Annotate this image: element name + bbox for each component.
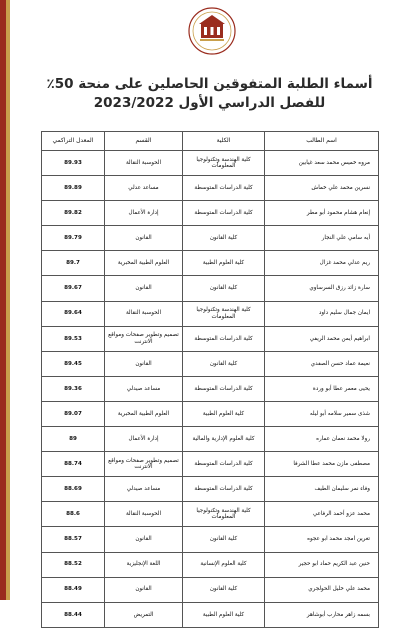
student-name: حنين عبد الكريم حماد ابو حجير	[265, 552, 379, 577]
table-row	[42, 201, 379, 226]
college: كلية القانون	[183, 577, 265, 602]
department: القانون	[105, 276, 183, 301]
gpa: 89.89	[42, 176, 105, 201]
table-row	[42, 351, 379, 376]
department: القانون	[105, 226, 183, 251]
gpa: 89.93	[42, 151, 105, 176]
college: كلية الدراسات المتوسطة	[183, 176, 265, 201]
college: كلية الدراسات المتوسطة	[183, 452, 265, 477]
table-row	[42, 301, 379, 326]
student-name: ريم عدلي محمد غزال	[265, 251, 379, 276]
table-row	[42, 376, 379, 401]
department: اللغة الإنجليزية	[105, 552, 183, 577]
gpa: 89.79	[42, 226, 105, 251]
college: كلية العلوم الطبية	[183, 602, 265, 627]
gpa: 89.36	[42, 376, 105, 401]
table-row	[42, 427, 379, 452]
gpa: 88.69	[42, 477, 105, 502]
gpa: 89.45	[42, 351, 105, 376]
college: كلية القانون	[183, 226, 265, 251]
college: كلية الدراسات المتوسطة	[183, 477, 265, 502]
table-row	[42, 226, 379, 251]
gpa: 89.67	[42, 276, 105, 301]
header-name: اسم الطالب	[265, 132, 379, 151]
table-row	[42, 151, 379, 176]
student-name: أيه سامي علي النجار	[265, 226, 379, 251]
student-name: مصطفى مازن محمد عطا الشرفا	[265, 452, 379, 477]
department: مساعد عدلي	[105, 176, 183, 201]
page-title-line-1: أسماء الطلبة المتفوقين الحاصلين على منحة 50٪	[46, 76, 373, 92]
table-row	[42, 527, 379, 552]
table-row	[42, 251, 379, 276]
gpa: 88.74	[42, 452, 105, 477]
student-name: رولا محمد نعمان عماره	[265, 427, 379, 452]
student-name: ايمان جمال سليم داود	[265, 301, 379, 326]
student-name: ابراهيم أيمن محمد الريفي	[265, 326, 379, 351]
header-college: الكلية	[183, 132, 265, 151]
college: كلية العلوم الإنسانية	[183, 552, 265, 577]
gpa: 88.49	[42, 577, 105, 602]
student-name: وفاء نمر سليمان الطيف	[265, 477, 379, 502]
college: كلية العلوم الإدارية والمالية	[183, 427, 265, 452]
department: إدارة الأعمال	[105, 201, 183, 226]
student-name: نسرين محمد علي خماش	[265, 176, 379, 201]
gpa: 89.64	[42, 301, 105, 326]
department: إدارة الأعمال	[105, 427, 183, 452]
student-name: محمد علي خليل الحولجري	[265, 577, 379, 602]
gpa: 88.44	[42, 602, 105, 627]
table-row	[42, 401, 379, 426]
table-row	[42, 326, 379, 351]
student-name: يحيى معمر عطا أبو وردة	[265, 376, 379, 401]
department: القانون	[105, 527, 183, 552]
gpa: 89.53	[42, 326, 105, 351]
table-row	[42, 452, 379, 477]
gpa: 89.07	[42, 401, 105, 426]
header-department: القسم	[105, 132, 183, 151]
college: كلية القانون	[183, 276, 265, 301]
table-row	[42, 552, 379, 577]
student-name: إنعام هشام محمود أبو مطر	[265, 201, 379, 226]
college: كلية الهندسة وتكنولوجيا المعلومات	[183, 502, 265, 527]
department: مساعد صيدلي	[105, 477, 183, 502]
department: العلوم الطبية المخبرية	[105, 401, 183, 426]
college: كلية العلوم الطبية	[183, 401, 265, 426]
table-header-row	[42, 132, 379, 151]
student-name: محمد عزو أحمد الرفاعي	[265, 502, 379, 527]
department: تصميم وتطوير صفحات ومواقع الانترنت	[105, 452, 183, 477]
table-row	[42, 176, 379, 201]
department: القانون	[105, 577, 183, 602]
department: الحوسبة النقالة	[105, 301, 183, 326]
gpa: 88.6	[42, 502, 105, 527]
college: كلية الدراسات المتوسطة	[183, 376, 265, 401]
table-row	[42, 477, 379, 502]
college: كلية الهندسة وتكنولوجيا المعلومات	[183, 301, 265, 326]
table-row	[42, 577, 379, 602]
college: كلية العلوم الطبية	[183, 251, 265, 276]
department: مساعد صيدلي	[105, 376, 183, 401]
header-gpa: المعدل التراكمي	[42, 132, 105, 151]
college: كلية الدراسات المتوسطة	[183, 201, 265, 226]
table-row	[42, 502, 379, 527]
gpa: 88.52	[42, 552, 105, 577]
table-row	[42, 602, 379, 627]
college: كلية القانون	[183, 527, 265, 552]
gpa: 89.82	[42, 201, 105, 226]
department: العلوم الطبية المخبرية	[105, 251, 183, 276]
student-name: تغرين امجد محمد ابو عجوه	[265, 527, 379, 552]
department: التمريض	[105, 602, 183, 627]
student-name: نعيمة عماد حسن الصفدي	[265, 351, 379, 376]
student-name: بسمه زاهر محارب أبوشاهر	[265, 602, 379, 627]
student-name: سارة زائد رزق السرساوي	[265, 276, 379, 301]
students-table	[41, 131, 379, 628]
gpa: 89.7	[42, 251, 105, 276]
student-name: شذى سمير سلامه أبو ليله	[265, 401, 379, 426]
department: القانون	[105, 351, 183, 376]
university-logo-icon	[187, 6, 237, 56]
department: تصميم وتطوير صفحات ومواقع الانترنت	[105, 326, 183, 351]
college: كلية الهندسة وتكنولوجيا المعلومات	[183, 151, 265, 176]
college: كلية الدراسات المتوسطة	[183, 326, 265, 351]
gpa: 89	[42, 427, 105, 452]
department: الحوسبة النقالة	[105, 502, 183, 527]
college: كلية القانون	[183, 351, 265, 376]
table-row	[42, 276, 379, 301]
department: الحوسبة النقالة	[105, 151, 183, 176]
student-name: مروه خميس محمد سعد غيابين	[265, 151, 379, 176]
page-title-line-2: للفصل الدراسي الأول 2023/2022	[93, 95, 326, 111]
gpa: 88.57	[42, 527, 105, 552]
